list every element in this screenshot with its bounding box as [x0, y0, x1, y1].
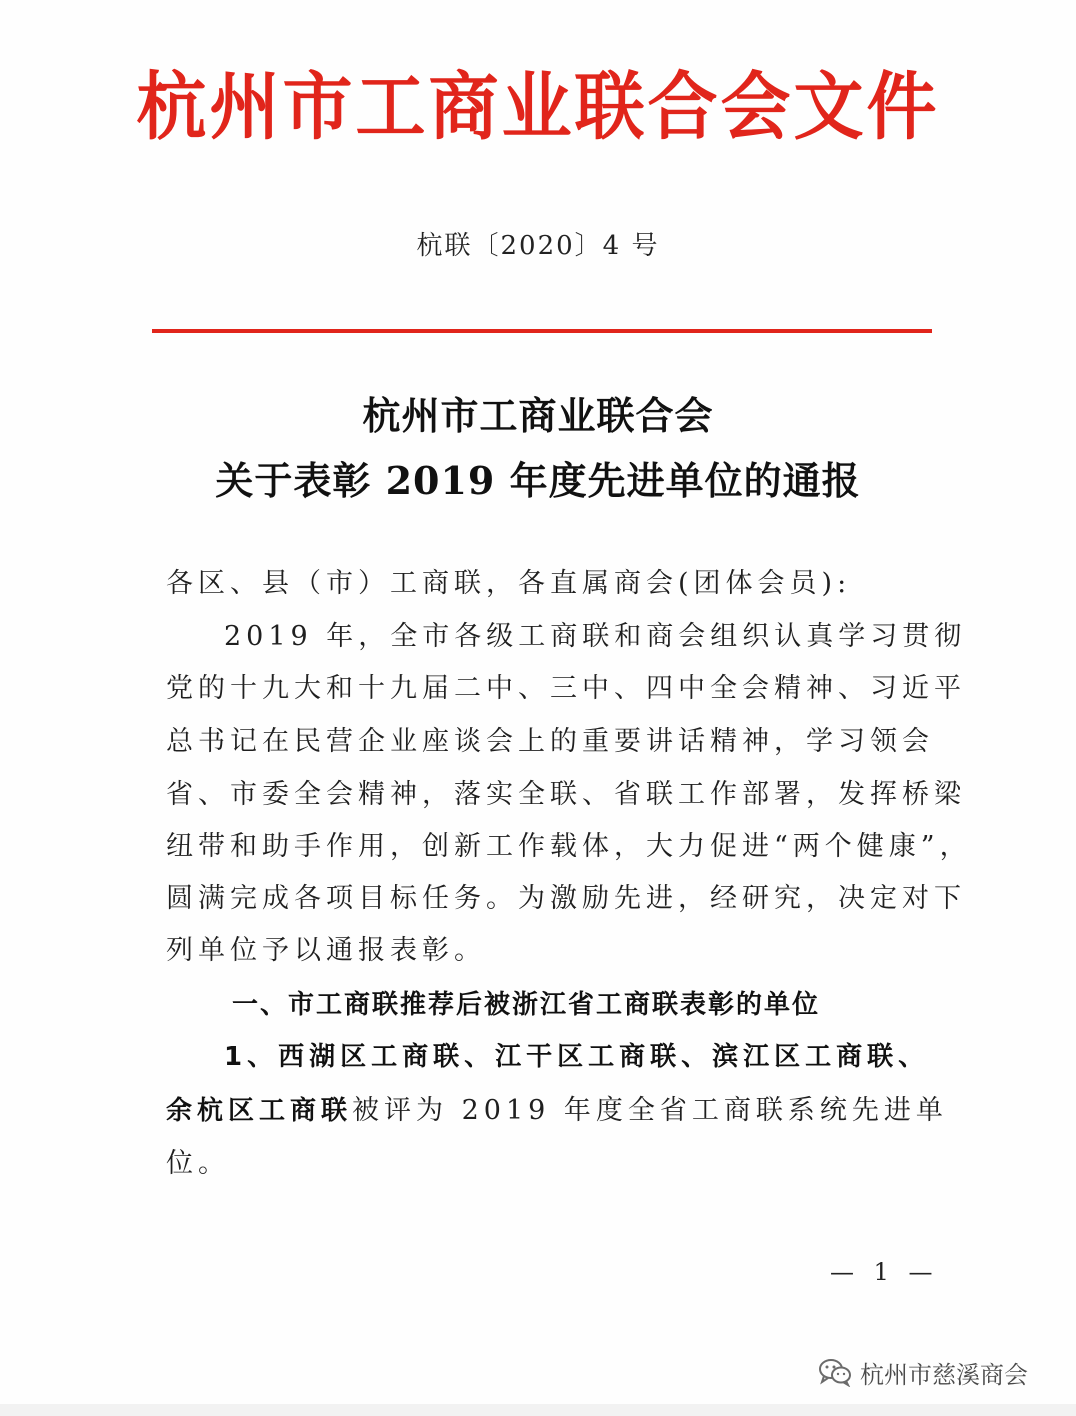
wechat-icon [818, 1357, 852, 1387]
item-1-bold-unit: 余杭区工商联 [166, 1096, 353, 1126]
paragraph-line: 2019 年，全市各级工商联和商会组织认真学习贯彻 [224, 621, 967, 652]
bottom-strip [0, 1404, 1076, 1416]
title-line-2: 关于表彰 2019 年度先进单位的通报 [215, 458, 861, 503]
paragraph-line: 圆满完成各项目标任务。为激励先进，经研究，决定对下 [166, 883, 966, 914]
section-heading: 一、市工商联推荐后被浙江省工商联表彰的单位 [232, 990, 821, 1020]
item-1-line-1: 1、西湖区工商联、江干区工商联、滨江区工商联、 [224, 1042, 930, 1072]
red-divider [152, 329, 932, 333]
item-1-line-3: 位。 [166, 1148, 230, 1179]
document-header: 杭州市工商业联合会文件 [136, 63, 940, 151]
paragraph-line: 总书记在民营企业座谈会上的重要讲话精神，学习领会 [166, 726, 934, 757]
item-1-line-2 [166, 1093, 948, 1129]
paragraph-line: 党的十九大和十九届二中、三中、四中全会精神、习近平 [166, 673, 966, 704]
document-number: 杭联〔2020〕4 号 [416, 231, 660, 261]
paragraph-line: 列单位予以通报表彰。 [166, 935, 486, 966]
paragraph-line: 省、市委全会精神，落实全联、省联工作部署，发挥桥梁 [166, 779, 966, 810]
item-1-rest: 被评为 2019 年度全省工商联系统先进单 [352, 1095, 948, 1126]
paragraph-line: 纽带和助手作用，创新工作载体，大力促进“两个健康”， [166, 831, 972, 862]
title-line-1: 杭州市工商业联合会 [362, 393, 714, 438]
page-number: — 1 — [830, 1258, 939, 1286]
watermark [818, 1354, 1028, 1390]
salutation: 各区、县（市）工商联，各直属商会(团体会员): [166, 568, 852, 599]
watermark-text: 杭州市慈溪商会 [860, 1360, 1028, 1389]
